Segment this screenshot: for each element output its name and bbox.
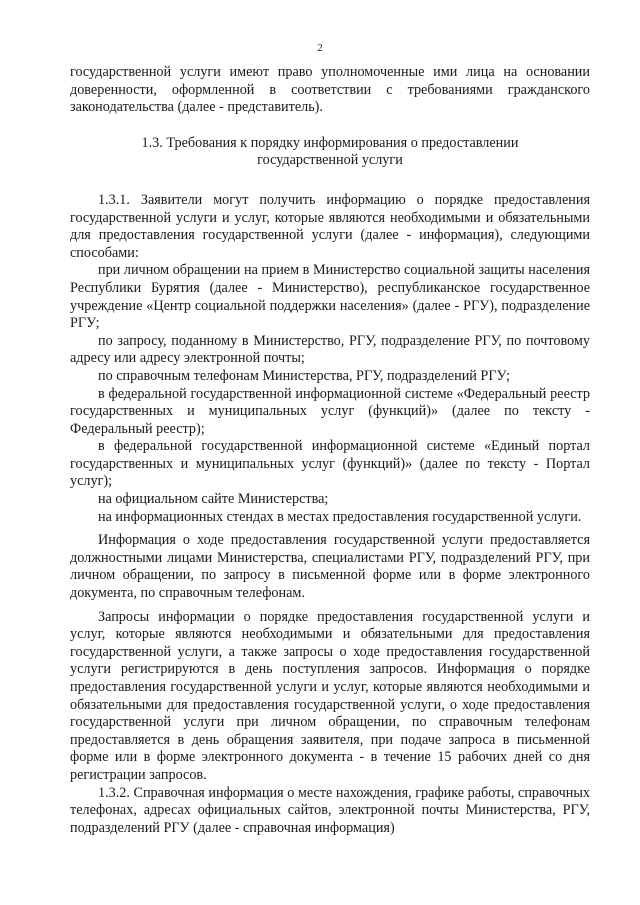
list-item-personal-visit: при личном обращении на прием в Министерство социальной защиты населения Республики Бурятия (далее - Министерство), республиканское государственное учреждение «Центр социальной поддержки населения» (далее - РГУ), подразделение РГУ; bbox=[70, 262, 590, 332]
paragraph-continuation: государственной услуги имеют право уполномоченные ими лица на основании доверенности, оформленной в соответствии с требованиями гражданского законодательства (далее - представитель). bbox=[70, 64, 590, 116]
page-number: 2 bbox=[317, 42, 323, 54]
list-item-federal-registry: в федеральной государственной информационной системе «Федеральный реестр государственных и муниципальных услуг (функций)» (далее по тексту - Федеральный реестр); bbox=[70, 385, 590, 437]
list-item-services-portal: в федеральной государственной информационной системе «Единый портал государственных и муниципальных услуг (функций)» (далее по тексту - Портал услуг); bbox=[70, 438, 590, 490]
list-item-info-stands: на информационных стендах в местах предоставления государственной услуги. bbox=[98, 508, 582, 525]
list-item-phones: по справочным телефонам Министерства, РГУ, подразделений РГУ; bbox=[98, 367, 510, 384]
paragraph-1-3-1: 1.3.1. Заявители могут получить информацию о порядке предоставления государственной услуги и услуг, которые являются необходимыми и обязательными для предоставления государственной услуги (далее - информация), следующими способами: bbox=[70, 191, 590, 261]
paragraph-1-3-2: 1.3.2. Справочная информация о месте нахождения, графике работы, справочных телефонах, адресах официальных сайтов, электронной почты Министерства, РГУ, подразделений РГУ (далее - справочная информация) bbox=[70, 784, 590, 836]
list-item-official-site: на официальном сайте Министерства; bbox=[98, 491, 329, 508]
paragraph-requests: Запросы информации о порядке предоставления государственной услуги и услуг, которые являются необходимыми и обязательными для предоставления государственной услуги, а также запросы о ходе предоставления государственной услуги регистрируются в день поступления запросов. Информация о порядке предоставления государственной услуги и услуг, которые являются необходимыми и обязательными для предоставления государственной услуги, о ходе предоставления государственной услуги при личном обращении, по справочным телефонам предоставляется в день обращения заявителя, при подаче запроса в письменной форме или в форме электронного документа - в течение 15 рабочих дней со дня регистрации запросов. bbox=[70, 608, 590, 783]
section-heading: 1.3. Требования к порядку информирования о предоставлении государственной услуги bbox=[141, 134, 519, 169]
document-body bbox=[70, 64, 590, 837]
list-item-request: по запросу, поданному в Министерство, РГУ, подразделение РГУ, по почтовому адресу или адресу электронной почты; bbox=[70, 332, 590, 367]
paragraph-progress-info: Информация о ходе предоставления государственной услуги предоставляется должностными лицами Министерства, специалистами РГУ, подразделений РГУ, при личном обращении, по запросу в письменной форме или в форме электронного документа, по справочным телефонам. bbox=[70, 532, 590, 602]
